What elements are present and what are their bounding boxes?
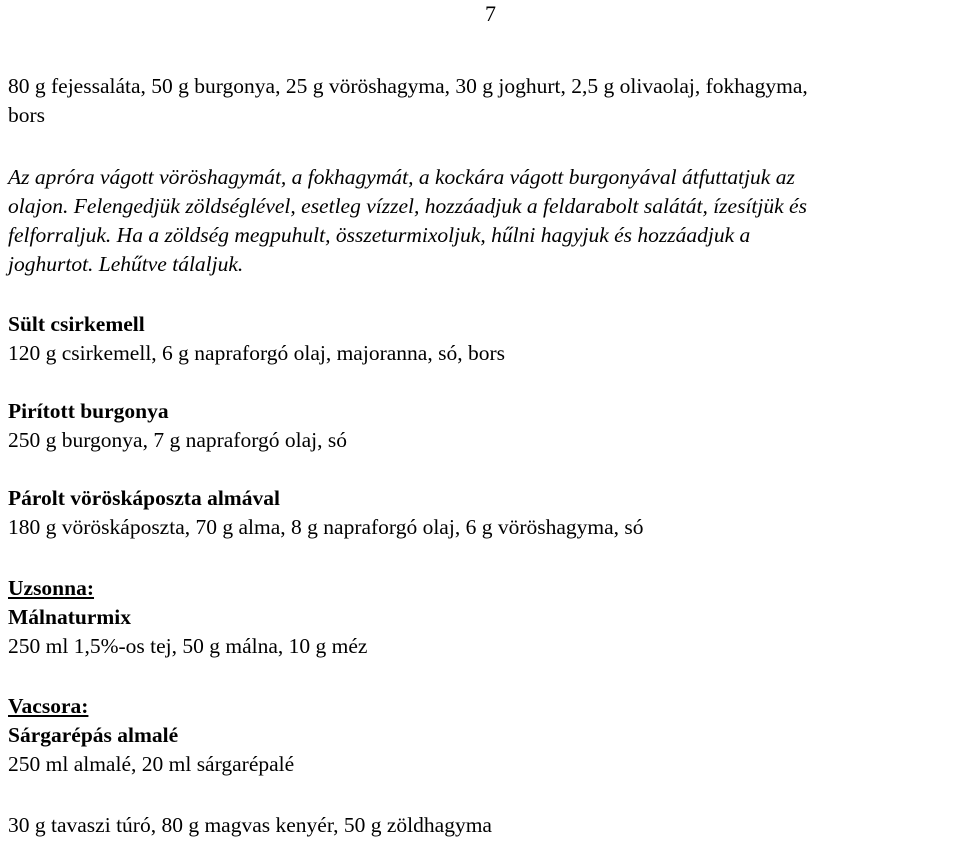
soup-method-line-4: joghurtot. Lehűtve tálaljuk. — [8, 252, 244, 276]
snack-ingredients: 250 ml 1,5%-os tej, 50 g málna, 10 g méz — [8, 634, 368, 658]
soup-method-line-3: felforraljuk. Ha a zöldség megpuhult, összeturmixoljuk, hűlni hagyjuk és hozzáadjuk a — [8, 223, 751, 247]
dinner-ingredients: 250 ml almalé, 20 ml sárgarépalé — [8, 752, 295, 776]
potato-ingredients: 250 g burgonya, 7 g napraforgó olaj, só — [8, 428, 347, 452]
soup-method-line-1: Az apróra vágott vöröshagymát, a fokhagymát, a kockára vágott burgonyával átfuttatjuk az — [8, 165, 795, 189]
chicken-ingredients: 120 g csirkemell, 6 g napraforgó olaj, majoranna, só, bors — [8, 341, 505, 365]
dinner-heading: Vacsora: — [8, 694, 89, 718]
soup-method-line-2: olajon. Felengedjük zöldséglével, esetleg vízzel, hozzáadjuk a feldarabolt salátát, ízesítjük és — [8, 194, 807, 218]
soup-ingredients-line-1: 80 g fejessaláta, 50 g burgonya, 25 g vöröshagyma, 30 g joghurt, 2,5 g olivaolaj, fokhagyma, — [8, 74, 808, 98]
cabbage-ingredients: 180 g vöröskáposzta, 70 g alma, 8 g napraforgó olaj, 6 g vöröshagyma, só — [8, 515, 644, 539]
page-number: 7 — [485, 1, 496, 26]
snack-heading: Uzsonna: — [8, 576, 95, 600]
soup-ingredients-line-2: bors — [8, 103, 46, 127]
dinner-title: Sárgarépás almalé — [8, 723, 179, 747]
dinner-extra: 30 g tavaszi túró, 80 g magvas kenyér, 50 g zöldhagyma — [8, 813, 492, 837]
snack-title: Málnaturmix — [8, 605, 132, 629]
potato-title: Pirított burgonya — [8, 399, 169, 423]
cabbage-title: Párolt vöröskáposzta almával — [8, 486, 280, 510]
chicken-title: Sült csirkemell — [8, 312, 145, 336]
